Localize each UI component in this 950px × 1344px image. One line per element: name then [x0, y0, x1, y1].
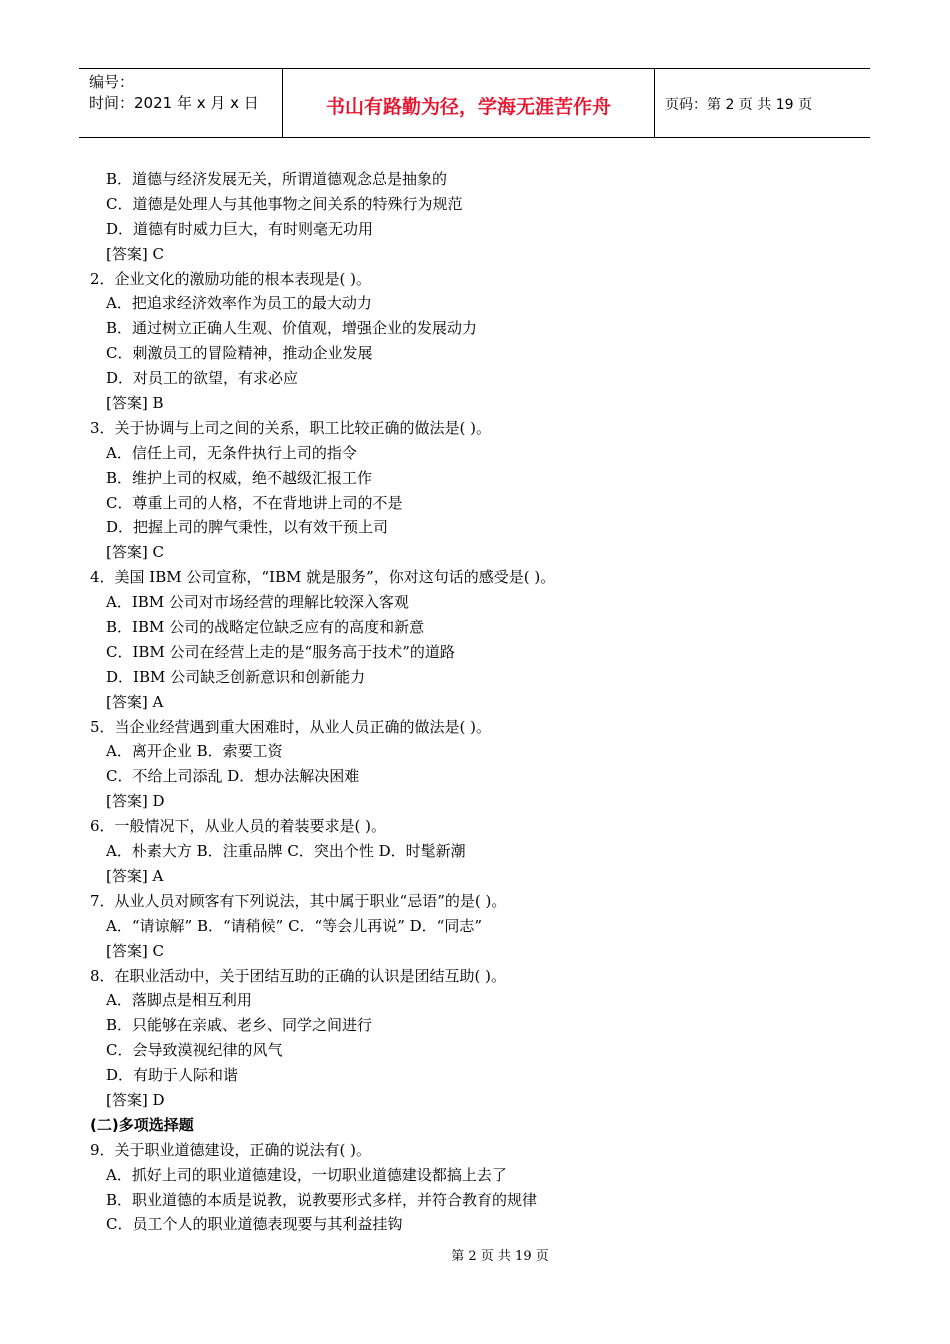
option-text: D．把握上司的脾气秉性，以有效干预上司: [106, 518, 389, 537]
option-text: A．“请谅解” B．“请稍候” C．“等会儿再说” D．“同志”: [106, 916, 483, 935]
option-text: C．尊重上司的人格，不在背地讲上司的不是: [106, 493, 403, 512]
option-text: D．IBM 公司缺乏创新意识和创新能力: [106, 667, 366, 686]
option-text: C．IBM 公司在经营上走的是“服务高于技术”的道路: [106, 642, 455, 661]
document-body: [90, 167, 860, 1237]
option-text: B．只能够在亲戚、老乡、同学之间进行: [106, 1016, 373, 1035]
answer-text: [答案] C: [106, 941, 164, 960]
option-text: A．抓好上司的职业道德建设，一切职业道德建设都搞上去了: [106, 1165, 507, 1184]
answer-text: [答案] C: [106, 543, 164, 562]
answer-text: [答案] A: [106, 692, 164, 711]
option-text: C．会导致漠视纪律的风气: [106, 1041, 283, 1060]
question-text: 2．企业文化的激励功能的根本表现是( )。: [90, 269, 372, 288]
answer-text: [答案] D: [106, 792, 165, 811]
question-text: 8．在职业活动中，关于团结互助的正确的认识是团结互助( )。: [90, 966, 507, 985]
option-text: C．道德是处理人与其他事物之间关系的特殊行为规范: [106, 194, 463, 213]
header-motto: 书山有路勤为径，学海无涯苦作舟: [283, 69, 655, 137]
answer-text: [答案] D: [106, 1090, 165, 1109]
question-text: 4．美国 IBM 公司宣称，“IBM 就是服务”，你对这句话的感受是( )。: [90, 568, 556, 587]
question-text: 9．关于职业道德建设，正确的说法有( )。: [90, 1140, 372, 1159]
option-text: C．不给上司添乱 D．想办法解决困难: [106, 767, 360, 786]
question-text: 7．从业人员对顾客有下列说法，其中属于职业“忌语”的是( )。: [90, 891, 507, 910]
question-text: 6．一般情况下，从业人员的着装要求是( )。: [90, 817, 387, 836]
question-text: 3．关于协调与上司之间的关系，职工比较正确的做法是( )。: [90, 418, 492, 437]
document-id-label: 编号：: [89, 73, 135, 91]
section-heading: (二)多项选择题: [90, 1115, 194, 1134]
option-text: D．道德有时威力巨大，有时则毫无功用: [106, 219, 374, 238]
option-text: A．落脚点是相互利用: [106, 991, 252, 1010]
document-time-label: 时间：2021 年 x 月 x 日: [89, 94, 259, 112]
option-text: C．员工个人的职业道德表现要与其利益挂钩: [106, 1215, 403, 1234]
option-text: A．离开企业 B．索要工资: [106, 742, 283, 761]
option-text: D．对员工的欲望，有求必应: [106, 369, 299, 388]
option-text: C．刺激员工的冒险精神，推动企业发展: [106, 344, 373, 363]
option-text: A．信任上司，无条件执行上司的指令: [106, 443, 357, 462]
answer-text: [答案] B: [106, 394, 164, 413]
option-text: B．维护上司的权威，绝不越级汇报工作: [106, 468, 373, 487]
page-footer: 第 2 页 共 19 页: [451, 1249, 549, 1264]
answer-text: [答案] A: [106, 866, 164, 885]
option-text: A．朴素大方 B．注重品牌 C．突出个性 D．时髦新潮: [106, 842, 466, 861]
option-text: A．IBM 公司对市场经营的理解比较深入客观: [106, 593, 409, 612]
page-header: [79, 68, 870, 138]
header-page-info: 页码：第 2 页 共 19 页: [665, 97, 812, 113]
option-text: B．道德与经济发展无关，所谓道德观念总是抽象的: [106, 170, 448, 188]
header-meta: [79, 69, 283, 137]
option-text: B．通过树立正确人生观、价值观，增强企业的发展动力: [106, 319, 478, 338]
answer-text: [答案] C: [106, 244, 164, 263]
option-text: D．有助于人际和谐: [106, 1066, 239, 1085]
option-text: A．把追求经济效率作为员工的最大动力: [106, 294, 372, 313]
option-text: B．IBM 公司的战略定位缺乏应有的高度和新意: [106, 618, 425, 637]
option-text: B．职业道德的本质是说教，说教要形式多样，并符合教育的规律: [106, 1190, 538, 1209]
question-text: 5．当企业经营遇到重大困难时，从业人员正确的做法是( )。: [90, 717, 492, 736]
